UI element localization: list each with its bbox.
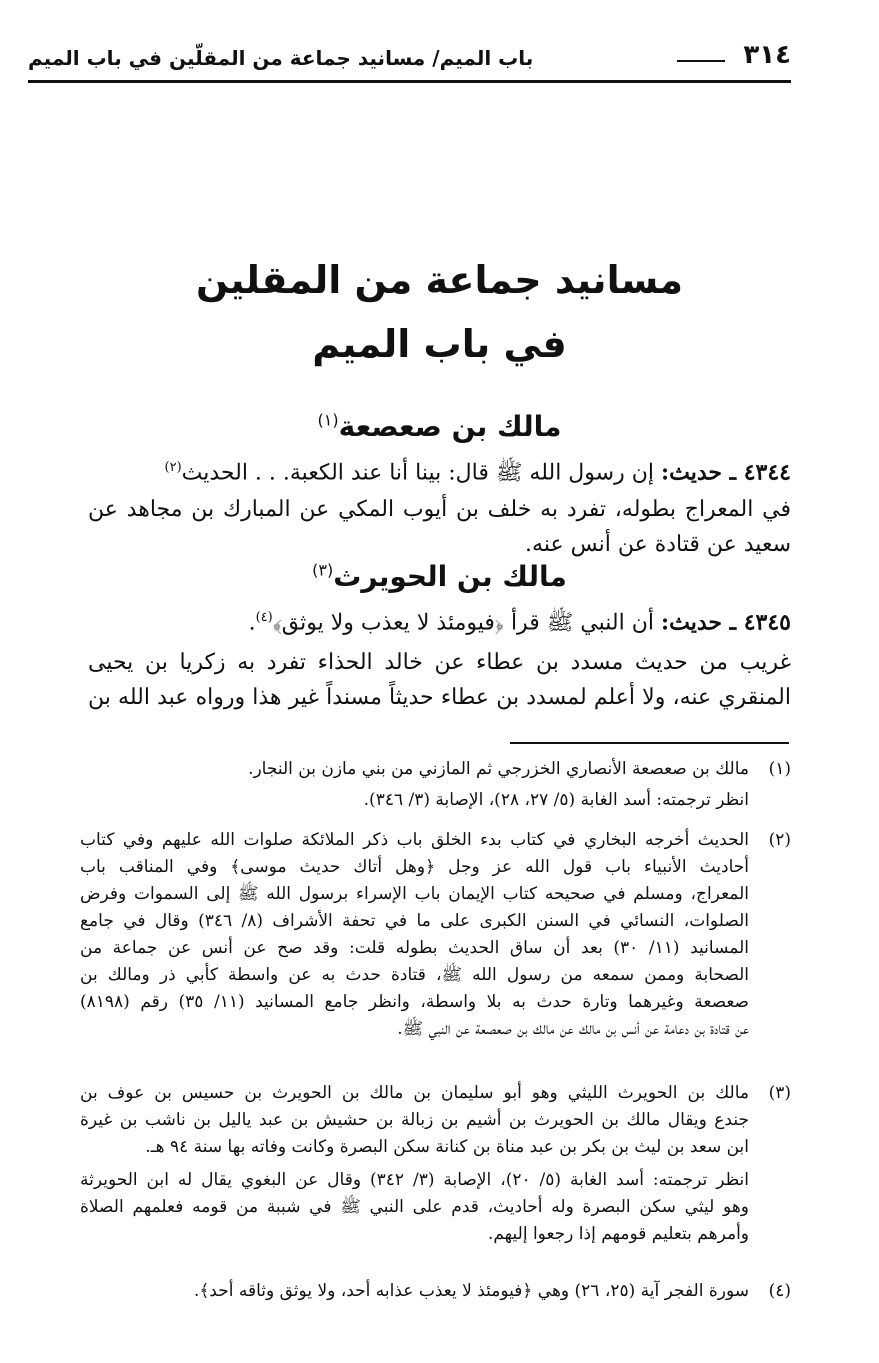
footnote-mark: (٤) [768,1281,791,1301]
footnote-ref: (٤) [255,610,273,625]
body-line: المنقري عنه، ولا أعلم لمسدد بن عطاء حديثاً مسنداً غير هذا ورواه عبد الله بن [88,685,791,710]
hadith-text: إن رسول الله ﷺ قال: بينا أنا عند الكعبة. . . الحديث [181,460,654,486]
footnote-ref: (٣) [312,560,334,580]
footnote-line: جندع ويقال مالك بن الحويرث بن أشيم بن زبالة بن حشيش بن عبد ياليل بن ناشب بن غيرة [80,1110,749,1130]
section-heading-text: مالك بن الحويرث [333,560,567,593]
chapter-title-line-2: في باب الميم [312,322,567,366]
footnote-1 [80,756,791,814]
footnote-line: انظر ترجمته: أسد الغابة (٥/ ٢٧، ٢٨)، الإصابة (٣/ ٣٤٦). [363,790,749,810]
footnote-line: انظر ترجمته: أسد الغابة (٥/ ٢٠)، الإصابة (٣/ ٣٤٢) وقال عن البغوي يقال له ابن الحويرثة [80,1170,749,1190]
footnote-line: صعصعة وغيرهما وتارة حدث به بلا واسطة، وانظر جامع المسانيد (١١/ ٣٥) رقم (٨١٩٨) [80,992,749,1012]
header-dash [677,60,725,62]
footnote-line: عن قتادة بن دعامة عن أنس بن مالك عن مالك بن صعصعة عن النبي ﷺ. [397,1019,749,1039]
footnote-line: مالك بن صعصعة الأنصاري الخزرجي ثم المازني من بني مازن بن النجار. [248,759,749,779]
footnote-line: أحاديث الأنبياء باب قول الله عز وجل ﴿وهل أتاك حديث موسى﴾ وفي المناقب باب [80,857,749,877]
footnote-line: الصلوات، النسائي في السنن الكبرى على ما في تحفة الأشراف (٨/ ٣٤٦) وقال في جامع [80,911,749,931]
footnote-line: المعراج، ومسلم في صحيحه كتاب الإيمان باب الإسراء برسول الله ﷺ إلى السموات وفرض [80,884,749,904]
running-header [28,38,791,76]
footnote-mark: (١) [768,759,791,779]
footnote-mark: (٣) [768,1083,791,1103]
footnote-4 [80,1278,791,1305]
hadith-number: ٤٣٤٤ ـ حديث: [660,459,791,486]
hadith-line [88,453,791,488]
section-heading-malik-bin-huwayrith [0,560,879,593]
hadith-line [88,603,791,638]
footnote-line: وهو ليثي سكن البصرة وله أحاديث، قدم على النبي ﷺ في شببة من قومه فعلمهم الصلاة [80,1197,749,1217]
footnote-rule [510,742,789,744]
footnote-3 [80,1080,791,1248]
header-rule [28,80,791,83]
running-title: باب الميم/ مسانيد جماعة من المقلّين في باب الميم [28,46,534,70]
footnote-line: وأمرهم بتعليم قومهم إذا رجعوا إليهم. [487,1224,749,1244]
footnote-mark: (٢) [768,830,791,850]
hadith-end: . [248,610,256,636]
footnote-line: سورة الفجر آية (٢٥، ٢٦) وهي ﴿فيومئذ لا يعذب عذابه أحد، ولا يوثق وثاقه أحد﴾. [193,1281,749,1301]
body-line: في المعراج بطوله، تفرد به خلف بن أيوب المكي عن المبارك بن مجاهد عن [88,497,791,522]
section-heading-malik-bin-sasaa [0,410,879,443]
footnote-line: ابن سعد بن ليث بن بكر بن عبد مناة بن كنانة سكن البصرة وكانت وفاته بها سنة ٩٤ هـ. [145,1137,749,1157]
body-line: غريب من حديث مسدد بن عطاء عن خالد الحذاء تفرد به زكريا بن يحيى [88,650,791,675]
body-line: سعيد عن قتادة عن أنس عنه. [525,532,791,557]
footnote-line: الحديث أخرجه البخاري في كتاب بدء الخلق باب ذكر الملائكة صلوات الله عليهم وفي كتاب [80,830,749,850]
footnote-2 [80,827,791,1043]
footnote-ref: (١) [317,410,339,430]
footnote-ref: (٢) [164,460,182,475]
footnote-line: الصحابة وممن سمعه من رسول الله ﷺ، قتادة حدث به عن واسطة كأبي ذر ومالك بن [80,965,749,985]
footnote-line: المسانيد (١١/ ٣٠) بعد أن ساق الحديث بطوله قلت: وقد صح عن أنس عن جماعة من [80,938,749,958]
section-heading-text: مالك بن صعصعة [338,410,562,443]
hadith-number: ٤٣٤٥ ـ حديث: [660,609,791,636]
chapter-title-line-1: مسانيد جماعة من المقلين [195,258,684,302]
page-number: ٣١٤ [743,40,791,70]
hadith-text: أن النبي ﷺ قرأ ﴿فيومئذ لا يعذب ولا يوثق﴾ [272,610,654,636]
footnote-line: مالك بن الحويرث الليثي وهو أبو سليمان بن مالك بن الحويرث بن حسيس بن عوف بن [80,1083,749,1103]
